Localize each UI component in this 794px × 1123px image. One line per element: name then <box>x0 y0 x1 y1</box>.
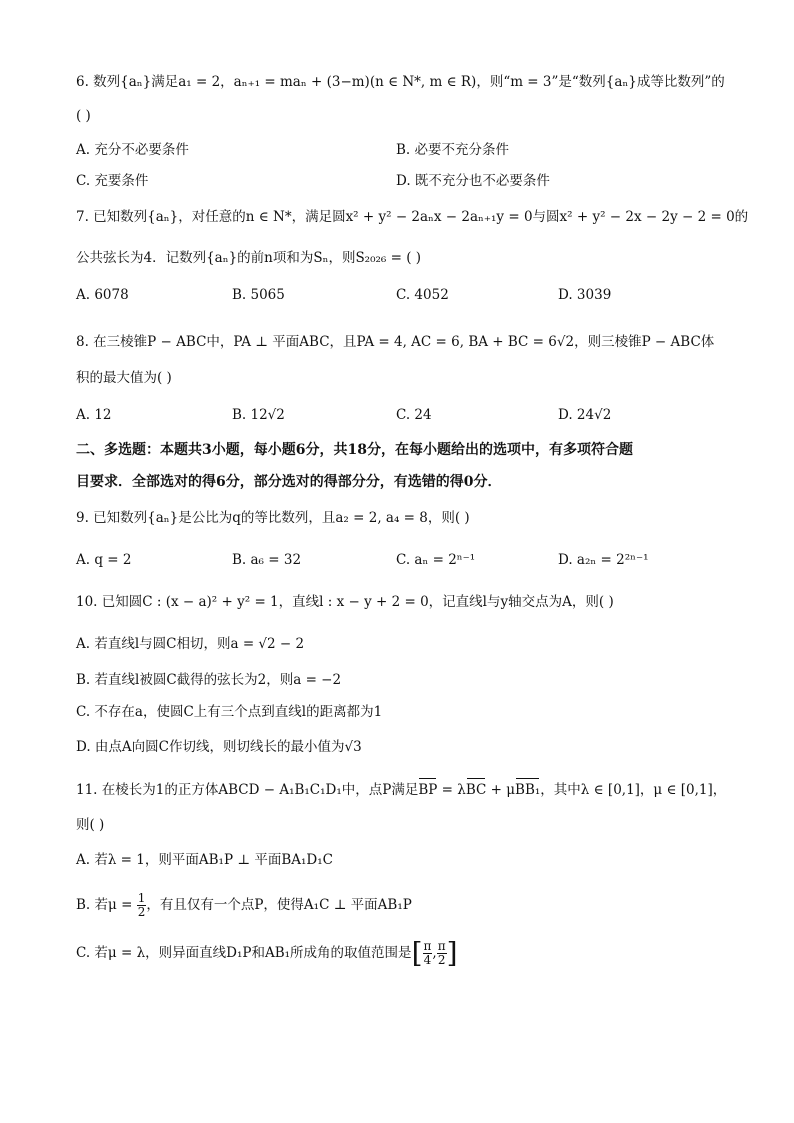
fraction-numerator: 1 <box>137 891 146 905</box>
q8-option-d: D. 24√2 <box>558 407 612 423</box>
q10-option-b: B. 若直线l被圆C截得的弦长为2，则a = −2 <box>76 672 342 688</box>
comma: , <box>432 945 437 961</box>
q10-option-a: A. 若直线l与圆C相切，则a = √2 − 2 <box>76 636 305 652</box>
q11-stem-prefix: 11. 在棱长为1的正方体ABCD − A₁B₁C₁D₁中，点P满足 <box>76 782 419 798</box>
q8-stem-line1: 8. 在三棱锥P − ABC中，PA ⊥ 平面ABC，且PA = 4, AC = 6, BA + BC = 6√2，则三棱锥P − ABC体 <box>76 334 715 350</box>
q9-option-c: C. aₙ = 2ⁿ⁻¹ <box>396 552 476 568</box>
q6-stem-line2: ( ) <box>76 108 91 124</box>
q11-option-c-prefix: C. 若μ = λ，则异面直线D₁P和AB₁所成角的取值范围是 <box>76 945 412 961</box>
q9-option-d: D. a₂ₙ = 2²ⁿ⁻¹ <box>558 552 649 568</box>
vector-bb1: BB₁ <box>515 782 541 798</box>
q7-option-c: C. 4052 <box>396 287 449 303</box>
section2-heading-line1: 二、多选题：本题共3小题，每小题6分，共18分，在每小题给出的选项中，有多项符合题 <box>76 442 633 458</box>
q7-option-b: B. 5065 <box>232 287 285 303</box>
q10-stem: 10. 已知圆C : (x − a)² + y² = 1，直线l : x − y + 2 = 0，记直线l与y轴交点为A，则( ) <box>76 594 614 610</box>
q10-option-c: C. 不存在a，使圆C上有三个点到直线l的距离都为1 <box>76 704 383 720</box>
q9-option-b: B. a₆ = 32 <box>232 552 302 568</box>
vector-bc: BC <box>465 782 487 798</box>
q8-option-c: C. 24 <box>396 407 432 423</box>
q11-option-b <box>76 892 412 919</box>
q6-option-a: A. 充分不必要条件 <box>76 142 189 158</box>
left-bracket: [ <box>411 936 423 970</box>
q11-option-b-prefix: B. 若μ = <box>76 897 133 913</box>
q10-option-d: D. 由点A向圆C作切线，则切线长的最小值为√3 <box>76 739 362 755</box>
q9-option-a: A. q = 2 <box>76 552 132 568</box>
q9-stem: 9. 已知数列{aₙ}是公比为q的等比数列，且a₂ = 2, a₄ = 8，则( ) <box>76 510 470 526</box>
fraction-denominator: 4 <box>423 953 432 967</box>
q11-option-b-suffix: ，有且仅有一个点P，使得A₁C ⊥ 平面AB₁P <box>146 897 412 913</box>
fraction-one-half <box>137 892 147 919</box>
section2-heading-line2: 目要求．全部选对的得6分，部分选对的得部分分，有选错的得0分． <box>76 474 502 490</box>
fraction-pi-over-4 <box>423 940 433 967</box>
q11-plus: + μ <box>486 782 516 798</box>
q11-eq: = λ <box>437 782 466 798</box>
q8-option-b: B. 12√2 <box>232 407 285 423</box>
q11-stem-suffix: ，其中λ ∈ [0,1]，μ ∈ [0,1]， <box>540 782 727 798</box>
q7-option-a: A. 6078 <box>76 287 129 303</box>
q11-stem-line1 <box>76 780 726 800</box>
q7-option-d: D. 3039 <box>558 287 612 303</box>
q11-option-a: A. 若λ = 1，则平面AB₁P ⊥ 平面BA₁D₁C <box>76 852 333 868</box>
q7-stem-line1: 7. 已知数列{aₙ}，对任意的n ∈ N*，满足圆x² + y² − 2aₙx − 2aₙ₊₁y = 0与圆x² + y² − 2x − 2y − 2 = 0的 <box>76 209 749 225</box>
q7-stem-line2: 公共弦长为4．记数列{aₙ}的前n项和为Sₙ，则S₂₀₂₆ = ( ) <box>76 250 422 266</box>
q11-option-c <box>76 936 458 970</box>
fraction-numerator: π <box>423 939 432 953</box>
right-bracket: ] <box>446 936 458 970</box>
fraction-pi-over-2 <box>437 940 447 967</box>
q6-option-b: B. 必要不充分条件 <box>396 142 510 158</box>
fraction-denominator: 2 <box>137 905 146 919</box>
q8-option-a: A. 12 <box>76 407 112 423</box>
vector-bp: BP <box>418 782 438 798</box>
q8-stem-line2: 积的最大值为( ) <box>76 370 172 386</box>
fraction-denominator: 2 <box>437 953 446 967</box>
q6-option-c: C. 充要条件 <box>76 173 149 189</box>
q11-stem-line2: 则( ) <box>76 817 105 833</box>
q6-stem-line1: 6. 数列{aₙ}满足a₁ = 2，aₙ₊₁ = maₙ + (3−m)(n ∈ N*, m ∈ R)，则“m = 3”是“数列{aₙ}成等比数列”的 <box>76 74 725 90</box>
fraction-numerator: π <box>437 939 446 953</box>
q6-option-d: D. 既不充分也不必要条件 <box>396 173 550 189</box>
